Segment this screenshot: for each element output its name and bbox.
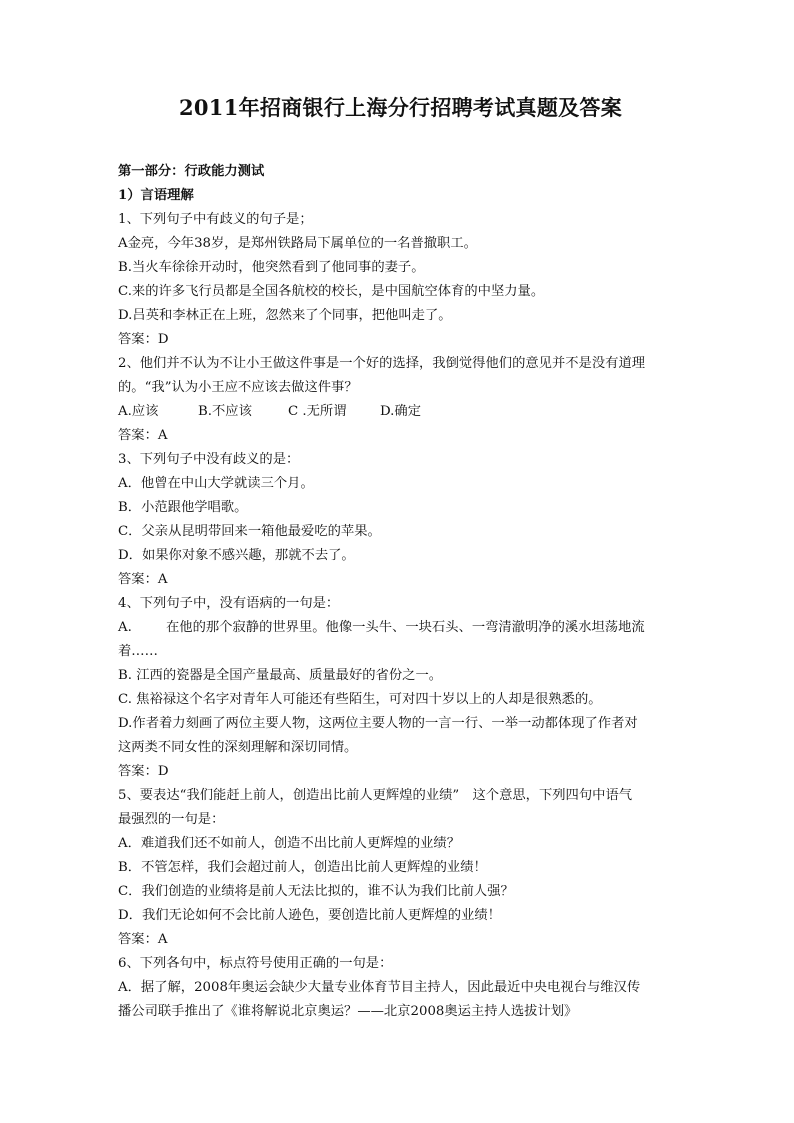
question-5-option-d: D．我们无论如何不会比前人逊色，要创造比前人更辉煌的业绩！ xyxy=(118,908,501,923)
question-3-option-b: B．小范跟他学唱歌。 xyxy=(118,500,248,515)
question-4-answer: 答案：D xyxy=(118,764,169,779)
question-3-answer: 答案：A xyxy=(118,572,168,587)
page-title: 2011年招商银行上海分行招聘考试真题及答案 xyxy=(178,95,623,120)
question-3-option-d: D．如果你对象不感兴趣，那就不去了。 xyxy=(118,548,355,563)
question-1-option-d: D.吕英和李林正在上班，忽然来了个同事，把他叫走了。 xyxy=(118,308,452,323)
question-4-stem: 4、下列句子中，没有语病的一句是： xyxy=(118,596,340,611)
question-2-stem-line1: 2、他们并不认为不让小王做这件事是一个好的选择，我倒觉得他们的意见并不是没有道理 xyxy=(118,356,646,371)
question-6-stem: 6、下列各句中，标点符号使用正确的一句是： xyxy=(118,956,393,971)
question-2-option-d: D.确定 xyxy=(380,404,422,419)
question-1-option-a: A金亮，今年38岁，是郑州铁路局下属单位的一名普撤职工。 xyxy=(118,236,477,251)
question-4-option-b: B. 江西的瓷器是全国产量最高、质量最好的省份之一。 xyxy=(118,668,443,683)
question-1-option-b: B.当火车徐徐开动时，他突然看到了他同事的妻子。 xyxy=(118,260,425,275)
question-4-option-a-label: A. xyxy=(118,620,132,635)
question-5-option-a: A．难道我们还不如前人，创造不出比前人更辉煌的业绩？ xyxy=(118,836,461,851)
question-4-option-d-line1: D.作者着力刻画了两位主要人物，这两位主要人物的一言一行、一举一动都体现了作者对 xyxy=(118,716,638,731)
question-1-option-c: C.来的许多飞行员都是全国各航校的校长，是中国航空体育的中坚力量。 xyxy=(118,284,545,299)
question-3-option-a: A．他曾在中山大学就读三个月。 xyxy=(118,476,314,491)
question-5-stem-line2: 最强烈的一句是： xyxy=(118,812,225,827)
question-5-stem-line1: 5、要表达“我们能赶上前人，创造出比前人更辉煌的业绩” 这个意思，下列四句中语气 xyxy=(118,788,633,803)
question-6-option-a-line1: A．据了解，2008年奥运会缺少大量专业体育节目主持人，因此最近中央电视台与维汉传 xyxy=(118,980,641,995)
question-3-stem: 3、下列句子中没有歧义的是： xyxy=(118,452,300,467)
question-2-option-a: A.应该 xyxy=(118,404,159,419)
document-page xyxy=(118,92,683,1024)
question-5-answer: 答案：A xyxy=(118,932,168,947)
question-1-stem: 1、下列句子中有歧义的句子是； xyxy=(118,212,313,227)
question-4-option-c: C. 焦裕禄这个名字对青年人可能还有些陌生，可对四十岁以上的人却是很熟悉的。 xyxy=(118,692,602,707)
question-4-option-a-line1 xyxy=(118,616,683,640)
section-heading: 1）言语理解 xyxy=(118,188,194,203)
part-heading: 第一部分：行政能力测试 xyxy=(118,164,265,179)
question-2-option-c: C .无所谓 xyxy=(288,404,347,419)
question-4-option-a-line2: 着…… xyxy=(118,644,158,659)
question-2-stem-line2: 的。“我”认为小王应不应该去做这件事？ xyxy=(118,380,358,395)
question-2-answer: 答案：A xyxy=(118,428,168,443)
question-4-option-d-line2: 这两类不同女性的深刻理解和深切同情。 xyxy=(118,740,358,755)
question-6-option-a-line2: 播公司联手推出了《谁将解说北京奥运？——北京2008奥运主持人选拔计划》 xyxy=(118,1004,578,1019)
question-5-option-b: B．不管怎样，我们会超过前人，创造出比前人更辉煌的业绩！ xyxy=(118,860,487,875)
question-2-option-b: B.不应该 xyxy=(198,404,252,419)
question-2-options xyxy=(118,400,683,424)
question-1-answer: 答案：D xyxy=(118,332,169,347)
question-4-option-a-text: 在他的那个寂静的世界里。他像一头牛、一块石头、一弯清澈明净的溪水坦荡地流 xyxy=(166,620,645,635)
question-3-option-c: C．父亲从昆明带回来一箱他最爱吃的苹果。 xyxy=(118,524,381,539)
question-5-option-c: C．我们创造的业绩将是前人无法比拟的，谁不认为我们比前人强？ xyxy=(118,884,514,899)
